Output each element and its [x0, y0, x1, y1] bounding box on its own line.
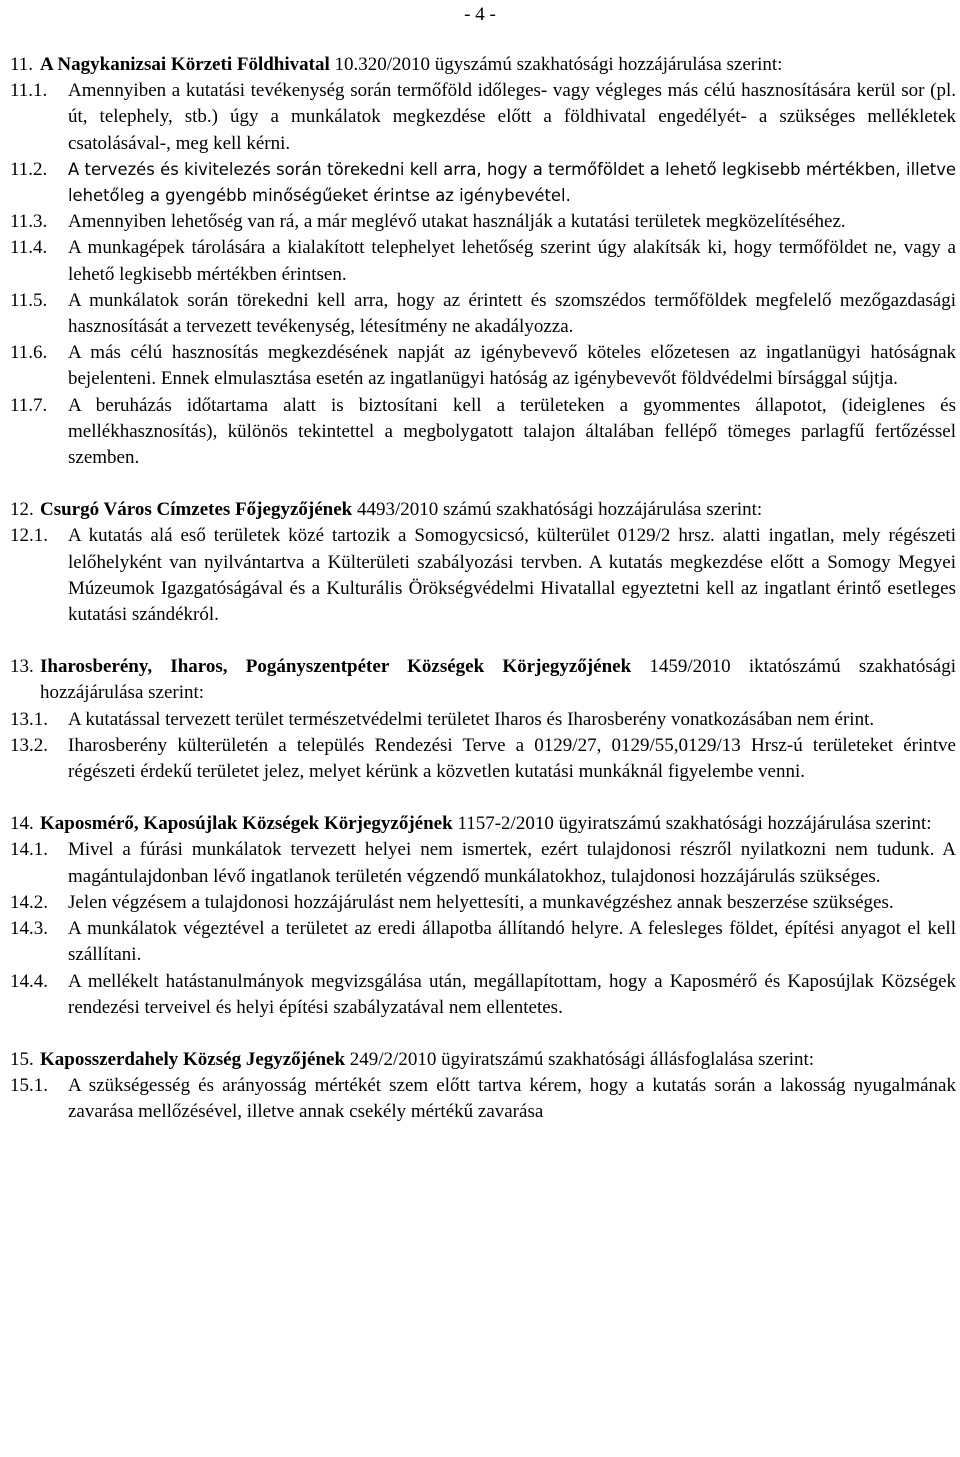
- section-authority: Csurgó Város Címzetes Főjegyzőjének: [40, 499, 353, 521]
- section-14: [0, 811, 960, 1021]
- section-12: [0, 497, 960, 628]
- section-heading-rest: 4493/2010 számú szakhatósági hozzájárulása szerint:: [352, 499, 763, 521]
- section-number: 14.: [10, 813, 34, 835]
- section-authority: A Nagykanizsai Körzeti Földhivatal: [40, 54, 330, 75]
- item-text: A kutatással tervezett terület természetvédelmi területet Iharos és Iharosberény vonatkozásában nem érint.: [68, 708, 875, 730]
- list-item: [0, 235, 960, 287]
- item-text: A beruházás időtartama alatt is biztosítani kell a területeken a gyommentes állapotot, (ideiglenes és mellékhasznosítás), különös tekintettel a megbolygatott talajon általában fellépő tömeges parlagfű fertőzéssel szemben.: [68, 394, 956, 469]
- item-number: 14.3.: [10, 918, 48, 940]
- list-item: [0, 837, 960, 889]
- list-item: [0, 393, 960, 472]
- section-number: 15.: [10, 1048, 34, 1070]
- section-heading: [0, 497, 960, 523]
- item-number: 11.2.: [10, 158, 48, 180]
- item-number: 11.7.: [10, 394, 48, 416]
- item-number: 11.3.: [10, 211, 48, 233]
- item-text: A munkálatok során törekedni kell arra, hogy az érintett és szomszédos termőföldek megfelelő mezőgazdasági hasznosítását a tervezett tevékenység, létesítmény ne akadályozza.: [68, 289, 956, 338]
- item-text: Jelen végzésem a tulajdonosi hozzájárulást nem helyettesíti, a munkavégzéshez annak beszerzése szükséges.: [68, 891, 894, 913]
- section-heading: [0, 1047, 960, 1073]
- item-number: 13.1.: [10, 708, 48, 730]
- section-authority: Kaposmérő, Kaposújlak Községek Körjegyzőjének: [40, 813, 453, 835]
- item-number: 14.2.: [10, 891, 48, 913]
- section-heading: [0, 52, 960, 78]
- list-item: [0, 707, 960, 733]
- item-number: 11.5.: [10, 289, 48, 311]
- item-text: Mivel a fúrási munkálatok tervezett helyei nem ismertek, ezért tulajdonosi részről nyilatkozni nem tudunk. A magántulajdonban lévő ingatlanok területén végzendő munkálatokhoz, tulajdonosi hozzájárulás szükséges.: [68, 839, 956, 887]
- section-number: 11.: [10, 54, 34, 75]
- list-item: [0, 733, 960, 785]
- page-number: - 4 -: [464, 4, 496, 25]
- list-item: [0, 969, 960, 1021]
- section-heading: [0, 811, 960, 837]
- list-item: [0, 1073, 960, 1125]
- item-text: A más célú hasznosítás megkezdésének napját az igénybevevő köteles előzetesen az ingatlanügyi hatóságnak bejelenteni. Ennek elmulasztása esetén az ingatlanügyi hatóság az igénybevevőt földvédelmi bírsággal sújtja.: [68, 342, 956, 390]
- item-number: 11.6.: [10, 342, 48, 364]
- list-item: [0, 157, 960, 209]
- item-number: 13.2.: [10, 734, 48, 756]
- document-body: [0, 52, 960, 1152]
- list-item: [0, 288, 960, 340]
- section-11: [0, 52, 960, 471]
- section-heading: [0, 654, 960, 706]
- section-heading-rest: 1459/2010 iktatószámú szakhatósági hozzájárulása szerint:: [40, 656, 956, 704]
- item-text: A mellékelt hatástanulmányok megvizsgálása után, megállapítottam, hogy a Kaposmérő és Kaposújlak Községek rendezési terveivel és helyi építési szabályzatával nem ellentetes.: [68, 970, 956, 1018]
- item-number: 14.4.: [10, 970, 48, 992]
- section-15: [0, 1047, 960, 1126]
- list-item: [0, 890, 960, 916]
- section-heading-rest: 10.320/2010 ügyszámú szakhatósági hozzájárulása szerint:: [329, 54, 783, 75]
- section-heading-rest: 249/2/2010 ügyiratszámú szakhatósági állásfoglalása szerint:: [345, 1048, 815, 1070]
- section-authority: Iharosberény, Iharos, Pogányszentpéter Községek Körjegyzőjének: [40, 656, 632, 678]
- item-text: Amennyiben lehetőség van rá, a már meglévő utakat használják a kutatási területek megközelítéséhez.: [68, 211, 846, 233]
- section-13: [0, 654, 960, 785]
- item-number: 12.1.: [10, 525, 48, 547]
- item-text: A munkálatok végeztével a területet az eredi állapotba állítandó helyre. A felesleges földet, építési anyagot el kell szállítani.: [68, 918, 956, 966]
- list-item: [0, 78, 960, 157]
- list-item: [0, 340, 960, 392]
- section-heading-rest: 1157-2/2010 ügyiratszámú szakhatósági hozzájárulása szerint:: [452, 813, 932, 835]
- section-authority: Kaposszerdahely Község Jegyzőjének: [40, 1048, 346, 1070]
- list-item: [0, 523, 960, 628]
- item-text: A tervezés és kivitelezés során törekedni kell arra, hogy a termőföldet a lehető legkisebb mértékben, illetve lehetőleg a gyengébb minőségűeket érintse az igénybevétel.: [68, 159, 956, 206]
- item-number: 15.1.: [10, 1075, 48, 1097]
- item-number: 11.1.: [10, 80, 48, 102]
- item-text: A kutatás alá eső területek közé tartozik a Somogycsicsó, külterület 0129/2 hrsz. alatti ingatlan, mely régészeti lelőhelyként van nyilvántartva a Külterületi szabályozási tervben. A kutatás megkezdése előtt a Somogy Megyei Múzeumok Igazgatóságával és a Kulturális Örökségvédelmi Hivatallal egyeztetni kell az ingatlant érintő esetleges kutatási szándékról.: [68, 525, 956, 626]
- item-text: A szükségesség és arányosság mértékét szem előtt tartva kérem, hogy a kutatás során a lakosság nyugalmának zavarása mellőzésével, illetve annak csekély mértékű zavarása: [68, 1075, 956, 1123]
- item-text: A munkagépek tárolására a kialakított telephelyet lehetőség szerint úgy alakítsák ki, hogy termőföldet ne, vagy a lehető legkisebb mértékben érintsen.: [68, 237, 956, 285]
- item-text: Amennyiben a kutatási tevékenység során termőföld időleges- vagy végleges más célú hasznosítására kerül sor (pl. út, telephely, stb.) úgy a munkálatok megkezdése előtt a földhivatal engedélyét- a szükséges mellékletek csatolásával-, meg kell kérni.: [68, 80, 956, 154]
- section-number: 13.: [10, 656, 34, 678]
- item-number: 11.4.: [10, 237, 48, 259]
- list-item: [0, 209, 960, 235]
- section-number: 12.: [10, 499, 34, 521]
- list-item: [0, 916, 960, 968]
- item-text: Iharosberény külterületén a település Rendezési Terve a 0129/27, 0129/55,0129/13 Hrsz-ú területeket érintve régészeti érdekű területet jelez, melyet kérünk a közvetlen kutatási munkáknál figyelembe venni.: [68, 734, 956, 783]
- item-number: 14.1.: [10, 839, 48, 861]
